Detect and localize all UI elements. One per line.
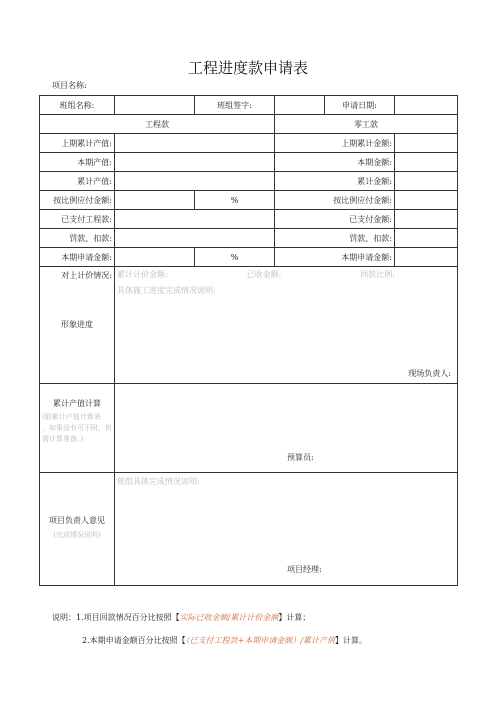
progress-label-cell [40,267,115,384]
percent-cell[interactable]: % [195,191,275,210]
row-field-left[interactable] [115,229,275,248]
note-2 [82,635,367,646]
apply-date-label: 申请日期: [325,96,395,115]
row-label-left: 上期累计产值: [40,134,115,153]
row-field-left[interactable] [115,248,195,267]
note-2-suffix: 】计算。 [335,636,368,645]
row-field-left[interactable] [115,210,275,229]
calc-content-cell[interactable] [115,384,458,473]
project-manager-sign: 项目经理: [287,565,322,574]
note-1-formula: 实际已收金额/累计计价金额 [179,613,279,622]
progress-sub-fields [117,267,455,280]
calc-label: 累计产值计算 [53,399,101,408]
row-label-right: 本期申请金额: [275,248,395,267]
progress-content-cell[interactable] [115,267,458,384]
page-title: 工程进度款申请表 [187,59,308,77]
team-sign-label: 班组签字: [195,96,275,115]
collection-ratio-label: 回款比例: [360,270,395,279]
budget-officer-sign: 预算员: [287,453,314,462]
progress-hint: 具体施工进度完成情况说明: [117,286,216,295]
row-label-right: 按比例应付金额: [275,191,395,210]
section-engineering: 工程款 [40,115,275,134]
row-label-right: 罚款、扣款: [275,229,395,248]
row-field-right[interactable] [395,229,458,248]
calc-hint-line: (附累计产值计算表 [42,413,101,421]
apply-date-field[interactable] [395,96,458,115]
row-field-left[interactable] [115,153,275,172]
row-label-left: 罚款、扣款: [40,229,115,248]
calc-hint [42,409,112,445]
row-field-right[interactable] [395,191,458,210]
row-label-left: 累计产值: [40,172,115,191]
project-name-label: 项目名称: [52,81,87,90]
note-1 [52,612,310,623]
row-field-left[interactable] [115,172,275,191]
note-1-suffix: 】计算； [278,613,311,622]
percent-cell[interactable]: % [195,248,275,267]
row-field-right[interactable] [395,172,458,191]
calc-hint-line: ，如果没有可不附，但 [42,424,112,432]
received-amount-label: 已收金额: [246,270,282,279]
row-field-right[interactable] [395,134,458,153]
section-labor: 零工款 [275,115,458,134]
manager-hint: 班组具体完成情况说明: [117,477,200,486]
row-label-right: 上期累计金额: [275,134,395,153]
row-field-left[interactable] [115,191,195,210]
row-label-right: 本期金额: [275,153,395,172]
team-name-field[interactable] [115,96,195,115]
note-2-formula: （已支付工程款+本期申请金额）/累计产值 [185,636,336,645]
row-label-left: 本期产值: [40,153,115,172]
billing-total-label: 累计计价金额: [117,270,168,279]
row-field-left[interactable] [115,134,275,153]
note-2-prefix: 2.本期申请金额百分比按照【 [82,636,186,645]
row-label-left: 已支付工程款: [40,210,115,229]
manager-label-cell [40,473,115,586]
row-field-right[interactable] [395,248,458,267]
image-progress-label: 形象进度 [61,320,93,329]
row-label-left: 本期申请金额: [40,248,115,267]
row-field-right[interactable] [395,153,458,172]
manager-label: 项目负责人意见 [49,516,105,525]
site-manager-sign: 现场负责人: [408,369,451,378]
row-label-right: 累计金额: [275,172,395,191]
team-name-label: 班组名称: [40,96,115,115]
manager-sublabel: (完成情况说明) [53,531,101,539]
row-field-right[interactable] [395,210,458,229]
row-label-right: 已支付金额: [275,210,395,229]
manager-content-cell[interactable] [115,473,458,586]
billing-status-label: 对上计价情况: [61,271,112,280]
row-label-left: 按比例应付金额: [40,191,115,210]
progress-payment-form [39,95,458,586]
note-1-prefix: 说明：1.项目回款情况百分比按照【 [52,613,180,622]
calc-hint-line: 需计算准备。) [42,435,84,443]
team-sign-field[interactable] [275,96,325,115]
calc-label-cell [40,384,115,473]
